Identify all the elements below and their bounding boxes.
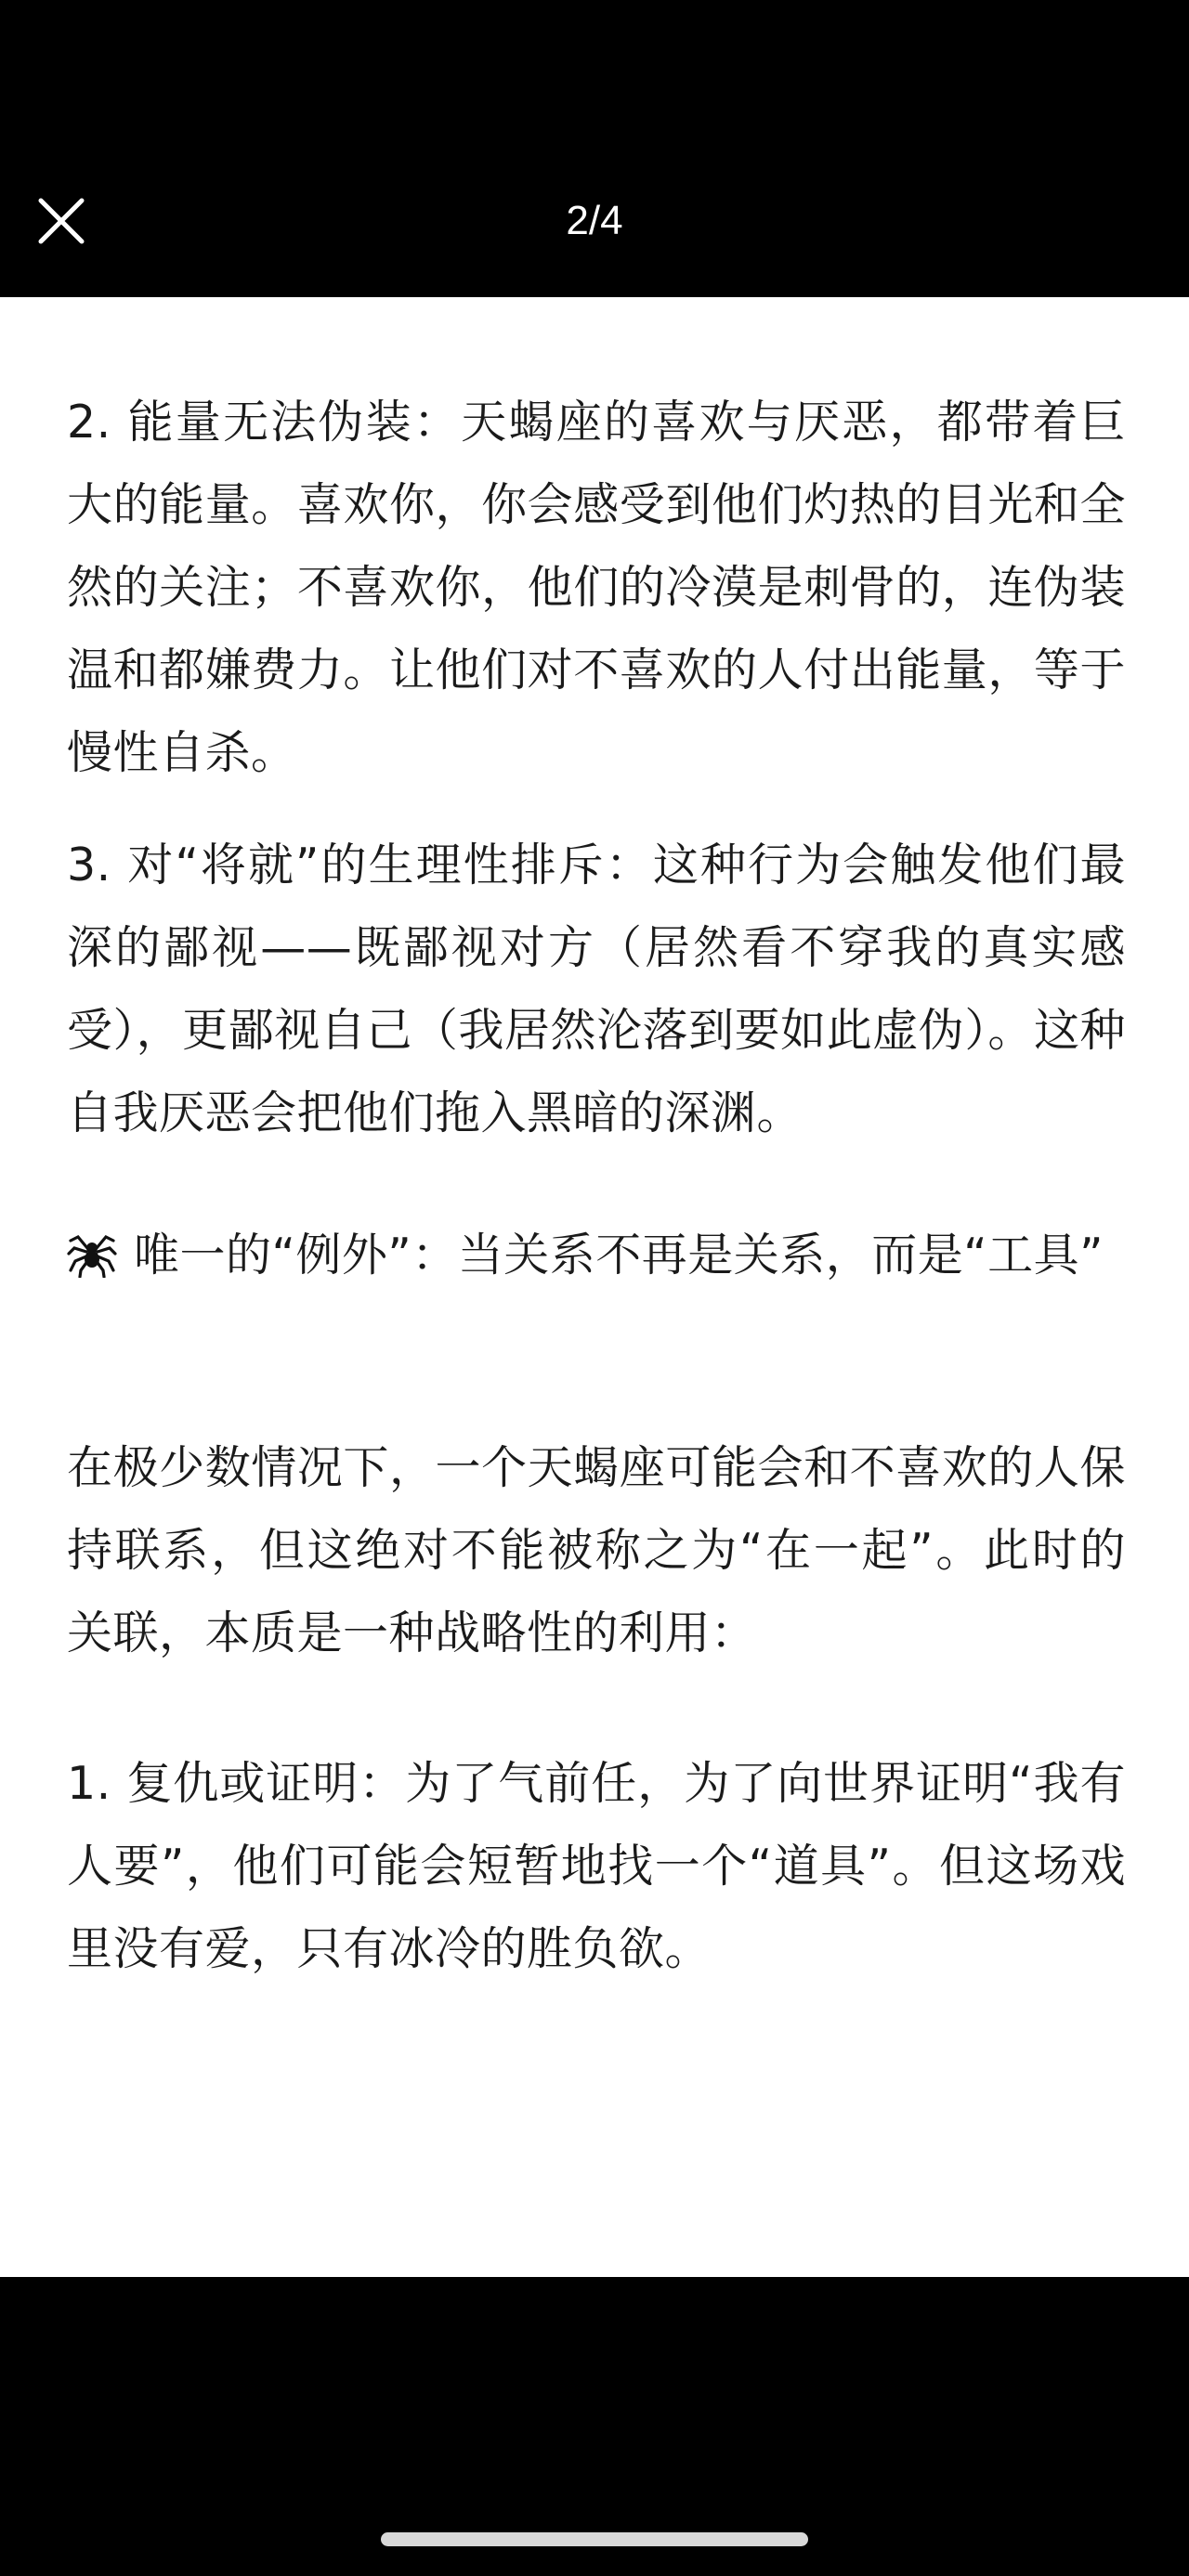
paragraph-energy: 2. 能量无法伪装：天蝎座的喜欢与厌恶，都带着巨大的能量。喜欢你，你会感受到他们灼热的目光和全然的关注；不喜欢你，他们的冷漠是刺骨的，连伪装温和都嫌费力。让他们对不喜欢的人付出能量，等于慢性自杀。 [67, 396, 1126, 779]
section-heading-text: 唯一的“例外”：当关系不再是关系，而是“工具” [134, 1229, 1104, 1281]
home-indicator[interactable] [381, 2532, 808, 2546]
paragraph-settle: 3. 对“将就”的生理性排斥：这种行为会触发他们最深的鄙视——既鄙视对方（居然看不穿我的真实感受），更鄙视自己（我居然沦落到要如此虚伪）。这种自我厌恶会把他们拖入黑暗的深渊。 [67, 839, 1126, 1139]
page-indicator: 2/4 [566, 198, 623, 243]
spider-icon [67, 1228, 117, 1278]
paragraph-revenge: 1. 复仇或证明：为了气前任，为了向世界证明“我有人要”，他们可能会短暂地找一个“道具”。但这场戏里没有爱，只有冰冷的胜负欲。 [67, 1757, 1126, 1975]
section-heading-exception [67, 1214, 1126, 1296]
viewer-bottom-bar [0, 2277, 1189, 2576]
viewer-top-bar [0, 0, 1189, 297]
paragraph-rare: 在极少数情况下，一个天蝎座可能会和不喜欢的人保持联系，但这绝对不能被称之为“在一起”。此时的关联，本质是一种战略性的利用： [67, 1441, 1126, 1659]
